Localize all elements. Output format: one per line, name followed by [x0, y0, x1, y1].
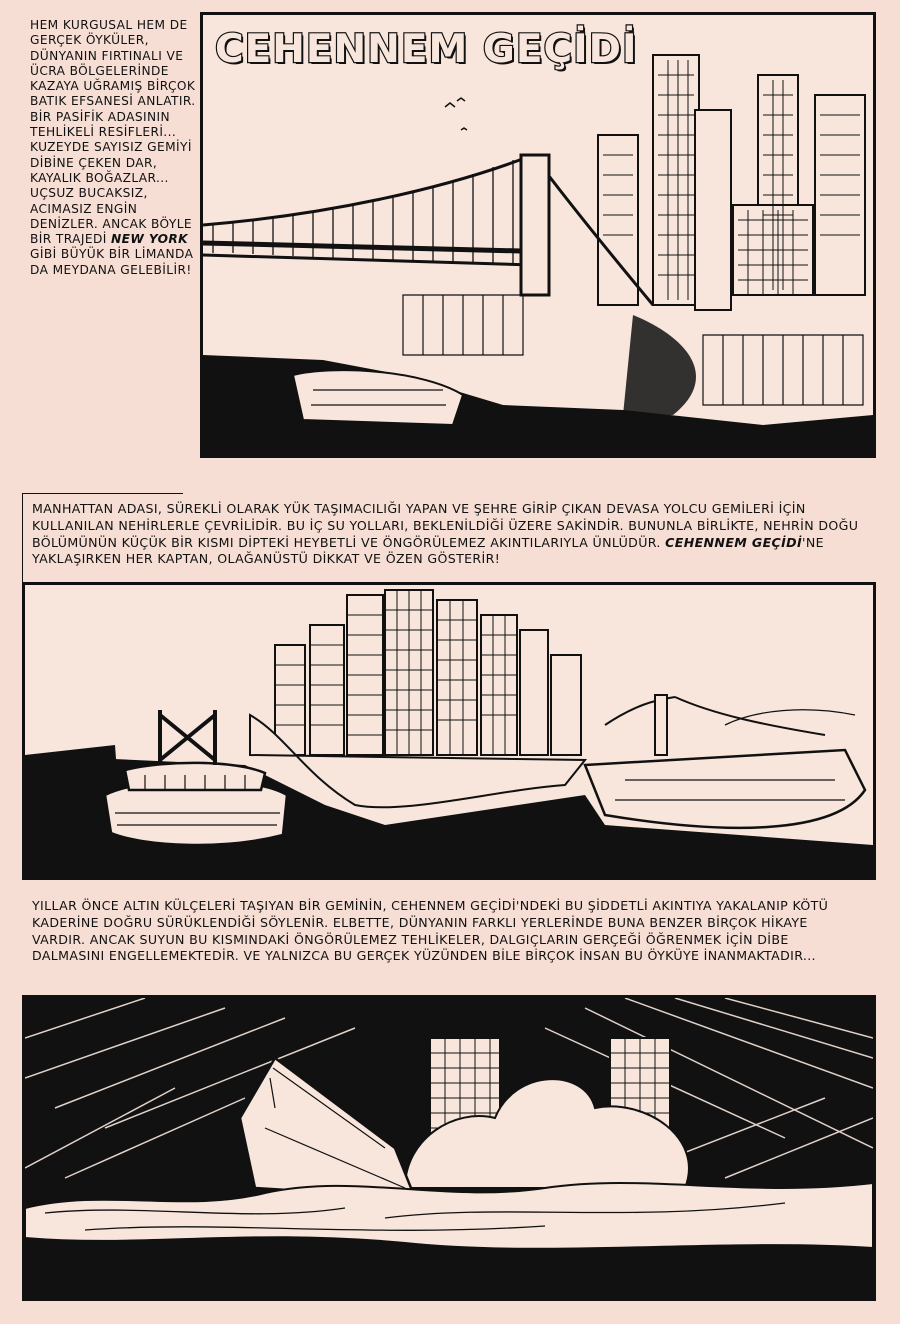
panel-storm-wreck [22, 995, 876, 1301]
bridge-skyline-illustration [203, 15, 873, 455]
harbor-illustration [25, 585, 873, 877]
caption-legend: YILLAR ÖNCE ALTIN KÜLÇELERİ TAŞIYAN BİR GEMİNİN, CEHENNEM GEÇİDİ'NDEKİ BU ŞİDDETLİ AKINTIYA YAKALANIP KÖTÜ KADERİNE DOĞRU SÜRÜKLENDİĞİ SÖYLENİR. ELBETTE, DÜNYANIN FARKLI YERLERİNDE BUNA BENZER BİRÇOK HİKAYE VARDIR. ANCAK SUYUN BU KISMINDAKİ ÖNGÖRÜLEMEZ TEHLİKELER, DALGIÇLARIN GERÇEĞİ ÖĞRENMEK İÇİN DİBE DALMASINI ENGELLEMEKTEDİR. VE YALNIZCA BU GERÇEK YÜZÜNDEN BİLE BİRÇOK İNSAN BU ÖYKÜYE İNANMAKTADIR... [32, 898, 829, 964]
intro-text-after: GİBİ BÜYÜK BİR LİMANDA DA MEYDANA GELEBİLİR! [30, 247, 194, 277]
intro-caption [30, 18, 200, 278]
caption1-emphasis: CEHENNEM GEÇİDİ [665, 534, 803, 550]
caption-frame-line [22, 493, 183, 584]
intro-text-before: HEM KURGUSAL HEM DE GERÇEK ÖYKÜLER, DÜNYANIN FIRTINALI VE ÜCRA BÖLGELERİNDE KAZAYA UĞRAMIŞ BİRÇOK BATIK EFSANESİ ANLATIR. BİR PASİFİK ADASININ TEHLİKELİ RESİFLERİ... KUZEYDE SAYISIZ GEMİYİ DİBİNE ÇEKEN DAR, KAYALIK BOĞAZLAR... UÇSUZ BUCAKSIZ, ACIMASIZ ENGİN DENİZLER. ANCAK BÖYLE BİR TRAJEDİ [30, 18, 196, 247]
storm-wreck-illustration [25, 998, 873, 1298]
story-title: CEHENNEM GEÇİDİ [215, 27, 638, 72]
caption1-text-after: 'NE YAKLAŞIRKEN HER KAPTAN, OLAĞANÜSTÜ DİKKAT VE ÖZEN GÖSTERİR! [32, 534, 824, 567]
panel-harbor [22, 582, 876, 880]
intro-emphasis: NEW YORK [111, 232, 189, 247]
panel-bridge-skyline [200, 12, 876, 458]
caption1-text-before: MANHATTAN ADASI, SÜREKLİ OLARAK YÜK TAŞIMACILIĞI YAPAN VE ŞEHRE GİRİP ÇIKAN DEVASA YOLCU GEMİLERİ İÇİN KULLANILAN NEHİRLERLE ÇEVRİLİDİR. BU İÇ SU YOLLARI, BEKLENİLDİĞİ ÜZERE SAKİNDİR. BUNUNLA BİRLİKTE, NEHRİN DOĞU BÖLÜMÜNÜN KÜÇÜK BİR KISMI DİPTEKİ HEYBETLİ VE ÖNGÖRÜLEMEZ AKINTILARIYLA ÜNLÜDÜR. [32, 501, 859, 550]
